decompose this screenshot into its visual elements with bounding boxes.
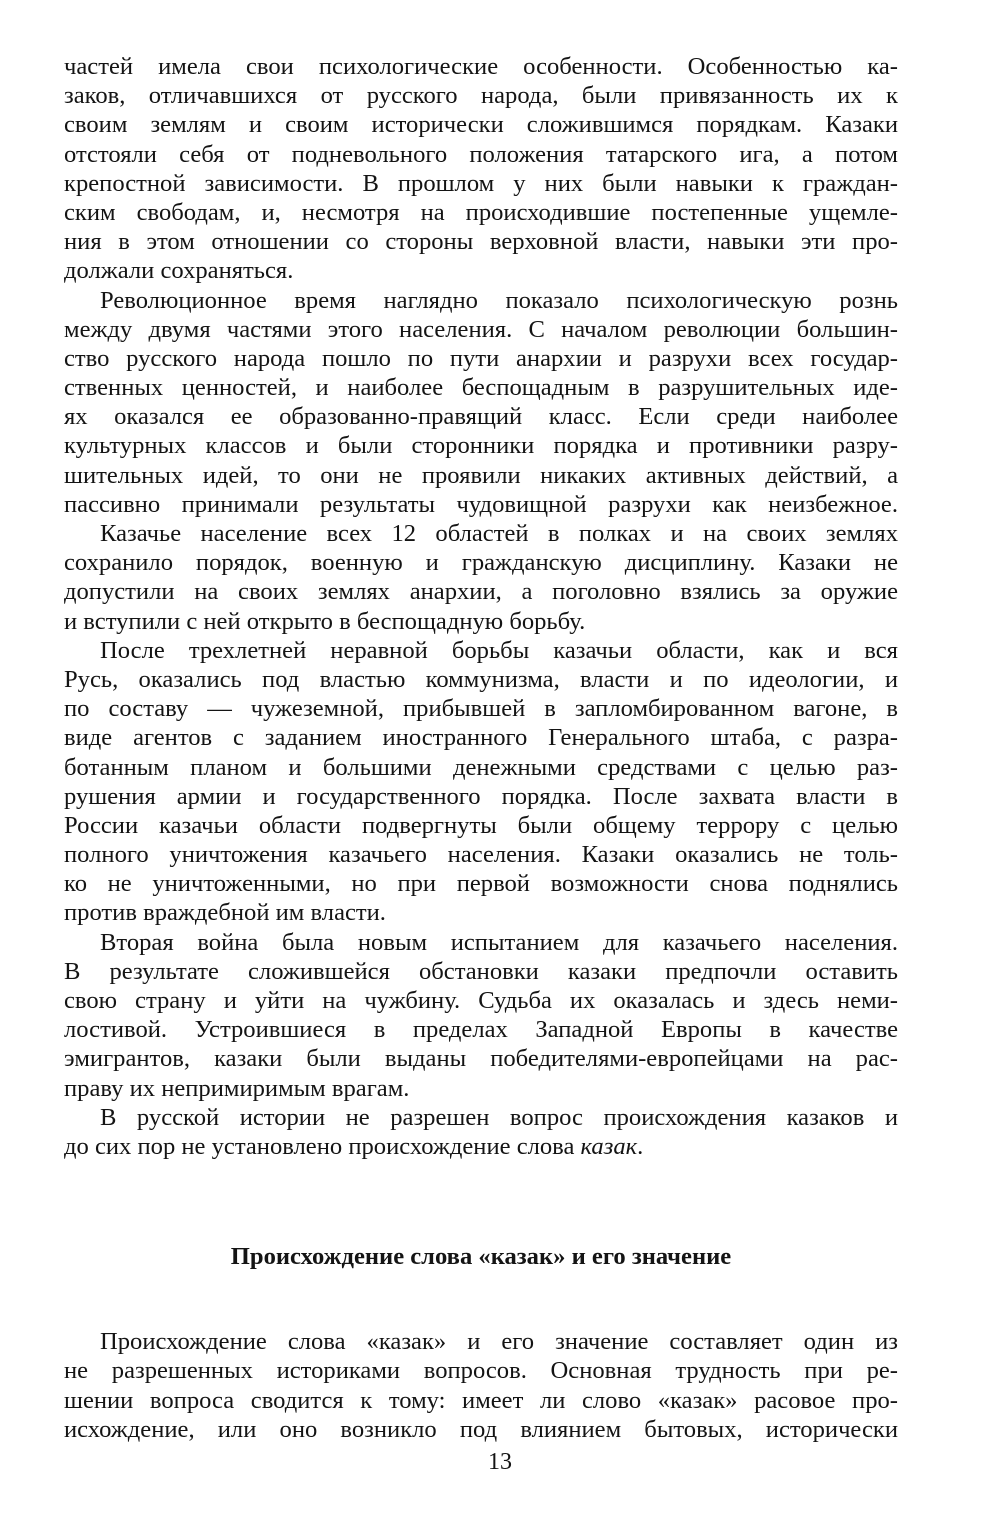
text-line: праву их непримиримым врагам.	[64, 1074, 410, 1102]
text-line: свою страну и уйти на чужбину. Судьба их оказалась и здесь неми-	[64, 987, 898, 1014]
text-line: виде агентов с заданием иностранного Генерального штаба, с разра-	[64, 724, 898, 752]
section-paragraph	[64, 1327, 898, 1444]
text-line	[64, 1132, 898, 1161]
text-line: культурных классов и были сторонники порядка и противники разру-	[64, 432, 898, 460]
text-line: против враждебной им власти.	[64, 899, 386, 927]
text-line: по составу — чужеземной, прибывшей в запломбированном вагоне, в	[64, 695, 898, 723]
text-line: ботанным планом и большими денежными средствами с целью раз-	[64, 753, 898, 781]
paragraph-2	[64, 286, 898, 520]
text-line: не разрешенных историками вопросов. Основная трудность при ре-	[64, 1357, 898, 1385]
text-line: Вторая война была новым испытанием для казачьего населения.	[100, 928, 898, 956]
text-line: исхождение, или оно возникло под влиянием бытовых, исторически	[64, 1415, 898, 1443]
text-line: ко не уничтоженными, но при первой возможности снова поднялись	[64, 870, 898, 898]
section-heading: Происхождение слова «казак» и его значение	[230, 1242, 732, 1270]
text-line: После трехлетней неравной борьбы казачьи области, как и вся	[100, 636, 898, 664]
text-line: допустили на своих землях анархии, а поголовно взялись за оружие	[64, 578, 898, 606]
text-line: ским свободам, и, несмотря на происходившие постепенные ущемле-	[64, 198, 898, 226]
text-line: заков, отличавшихся от русского народа, были привязанность их к	[64, 82, 898, 110]
text-line: частей имела свои психологические особенности. Особенностью ка-	[64, 53, 898, 80]
text-line: между двумя частями этого населения. С началом революции большин-	[64, 315, 898, 343]
spacer	[64, 1161, 898, 1221]
text-line: России казачьи области подвергнуты были общему террору с целью	[64, 811, 898, 839]
spacer	[64, 1291, 898, 1327]
text-line: ство русского народа пошло по пути анархии и разрухи всех государ-	[64, 344, 898, 372]
text-line: Происхождение слова «казак» и его значение составляет один из	[100, 1328, 898, 1356]
text-line: лостивой. Устроившиеся в пределах Западной Европы в качестве	[64, 1016, 898, 1044]
text-line: и вступили с ней открыто в беспощадную борьбу.	[64, 607, 586, 635]
paragraph-4	[64, 636, 898, 928]
paragraph-5	[64, 928, 898, 1103]
text-line: В результате сложившейся обстановки казаки предпочли оставить	[64, 957, 898, 985]
text-line: шительных идей, то они не проявили никаких активных действий, а	[64, 461, 898, 489]
text-line: Русь, оказались под властью коммунизма, власти и по идеологии, и	[64, 665, 898, 693]
page-body	[64, 52, 898, 1444]
text-fragment: .	[637, 1132, 644, 1160]
paragraph-3	[64, 519, 898, 636]
text-line: своим землям и своим исторически сложившимся порядкам. Казаки	[64, 111, 898, 139]
text-line: ях оказался ее образованно-правящий класс. Если среди наиболее	[64, 403, 898, 431]
text-fragment: до сих пор не установлено происхождение слова	[64, 1132, 581, 1160]
paragraph-1	[64, 52, 898, 286]
text-line: пассивно принимали результаты чудовищной разрухи как неизбежное.	[64, 490, 898, 518]
text-line: В русской истории не разрешен вопрос происхождения казаков и	[100, 1103, 898, 1131]
text-line: крепостной зависимости. В прошлом у них были навыки к граждан-	[64, 169, 898, 197]
text-line: полного уничтожения казачьего населения. Казаки оказались не толь-	[64, 841, 898, 869]
text-line: шении вопроса сводится к тому: имеет ли слово «казак» расовое про-	[64, 1386, 898, 1414]
text-line: сохранило порядок, военную и гражданскую дисциплину. Казаки не	[64, 549, 898, 577]
paragraph-6	[64, 1103, 898, 1161]
text-line: эмигрантов, казаки были выданы победителями-европейцами на рас-	[64, 1045, 898, 1073]
text-line: отстояли себя от подневольного положения татарского ига, а потом	[64, 140, 898, 168]
text-line: должали сохраняться.	[64, 257, 294, 285]
italic-word: казак	[580, 1132, 638, 1160]
text-line: ственных ценностей, и наиболее беспощадным в разрушительных иде-	[64, 374, 898, 402]
text-line: Казачье население всех 12 областей в полках и на своих землях	[100, 520, 898, 547]
page-number: 13	[488, 1449, 512, 1475]
text-line: Революционное время наглядно показало психологическую рознь	[100, 286, 898, 314]
text-line: ния в этом отношении со стороны верховной власти, навыки эти про-	[64, 228, 898, 256]
text-line: рушения армии и государственного порядка. После захвата власти в	[64, 782, 898, 810]
